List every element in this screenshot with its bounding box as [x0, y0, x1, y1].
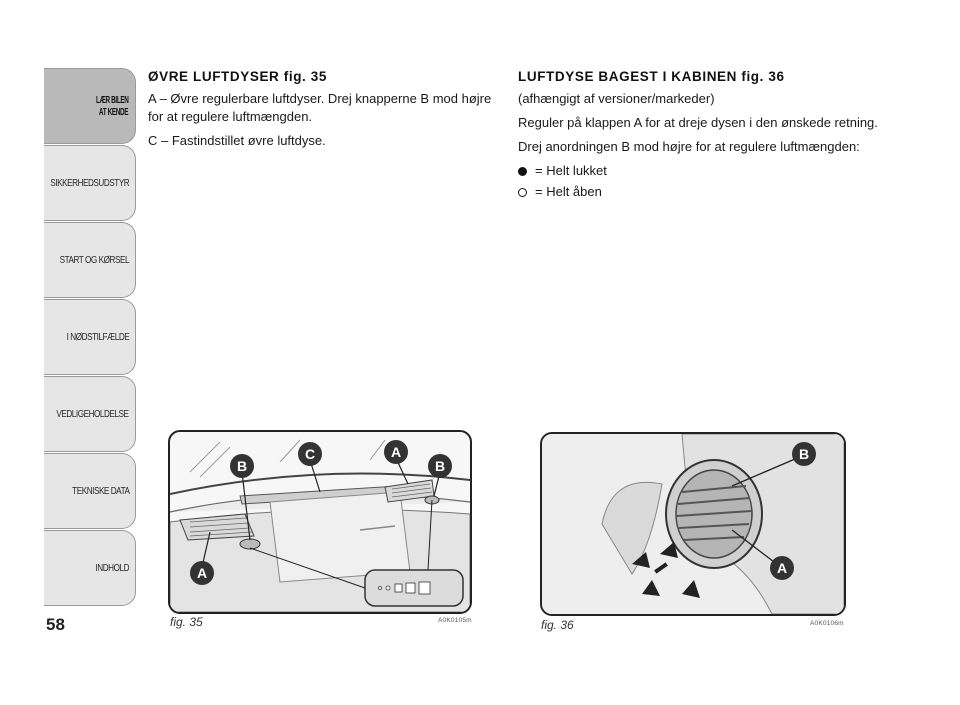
callout-label: A [196, 565, 208, 581]
paragraph: A – Øvre regulerbare luftdyser. Drej knapperne B mod højre for at regulere luftmængden. [148, 91, 492, 124]
callout-label: B [798, 446, 810, 462]
callout-label: A [776, 560, 788, 576]
callout-b-right [428, 454, 452, 478]
tab-label: SIKKERHEDSUDSTYR [50, 177, 129, 189]
paragraph: C – Fastindstillet øvre luftdyse. [148, 133, 326, 148]
section-rear-vent [518, 68, 878, 204]
tab-label: VEDLIGEHOLDELSE [56, 408, 129, 420]
tab-label: INDHOLD [95, 562, 129, 574]
callout-a-right [384, 440, 408, 464]
figure-code: A0K0106m [810, 620, 844, 627]
tab-label: START OG KØRSEL [59, 254, 129, 266]
tab-label-line2: AT KENDE [99, 106, 129, 118]
tab-indhold[interactable] [44, 530, 136, 606]
rear-vent-illustration [542, 434, 844, 614]
section-heading: ØVRE LUFTDYSER fig. 35 [148, 69, 327, 84]
tab-tekniske-data[interactable] [44, 453, 136, 529]
paragraph: Reguler på klappen A for at dreje dysen i den ønskede retning. [518, 115, 878, 130]
legend-text: = Helt lukket [535, 163, 607, 178]
section-note: (afhængigt af versioner/markeder) [518, 91, 715, 106]
figure-code: A0K0105m [438, 617, 472, 624]
filled-circle-icon [518, 167, 527, 176]
legend-text: = Helt åben [535, 184, 602, 199]
tab-laer-bilen-at-kende[interactable] [44, 68, 136, 144]
tab-label-line1: LÆR BILEN [96, 94, 129, 106]
callout-a [770, 556, 794, 580]
figure-caption: fig. 35 [170, 615, 203, 629]
empty-circle-icon [518, 188, 527, 197]
tab-i-nodstilfaelde[interactable] [44, 299, 136, 375]
tab-label: I NØDSTILFÆLDE [66, 331, 129, 343]
page-number: 58 [46, 615, 65, 634]
figure-caption: fig. 36 [541, 618, 574, 632]
callout-c [298, 442, 322, 466]
figure-35 [168, 430, 472, 614]
tab-start-og-korsel[interactable] [44, 222, 136, 298]
callout-a-left [190, 561, 214, 585]
tab-sikkerhedsudstyr[interactable] [44, 145, 136, 221]
dashboard-vents-illustration [170, 432, 470, 612]
callout-label: C [304, 446, 316, 462]
callout-b-left [230, 454, 254, 478]
paragraph: Drej anordningen B mod højre for at regulere luftmængden: [518, 139, 860, 154]
legend-closed [518, 162, 878, 180]
section-heading: LUFTDYSE BAGEST I KABINEN fig. 36 [518, 69, 785, 84]
section-upper-vents [148, 68, 503, 156]
callout-b [792, 442, 816, 466]
tab-vedligeholdelse[interactable] [44, 376, 136, 452]
figure-36 [540, 432, 846, 616]
callout-label: B [434, 458, 446, 474]
legend-open [518, 183, 878, 201]
callout-label: A [390, 444, 402, 460]
chapter-tabs [44, 68, 136, 607]
tab-label: TEKNISKE DATA [71, 485, 129, 497]
callout-label: B [236, 458, 248, 474]
